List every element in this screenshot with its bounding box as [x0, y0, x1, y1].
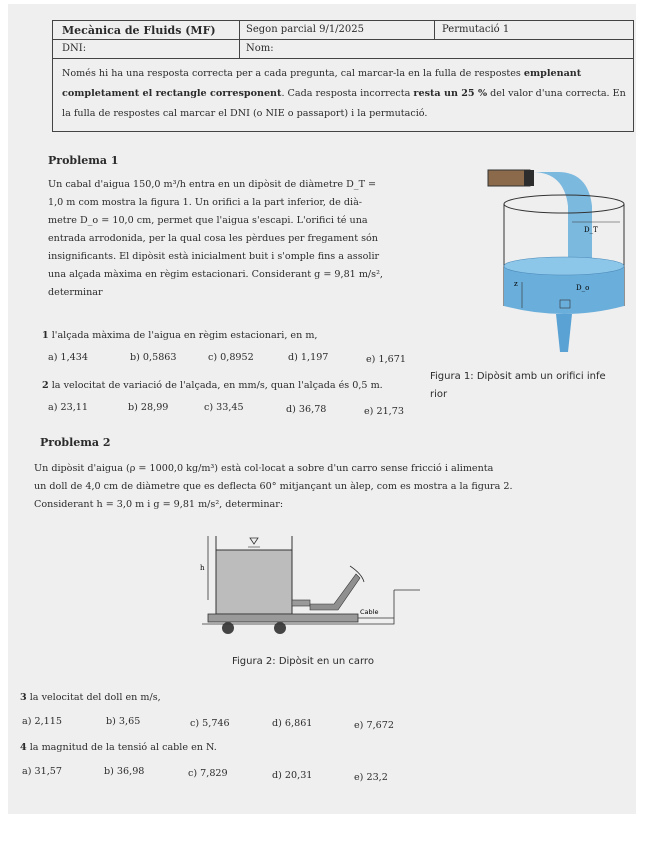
- question-text: l'alçada màxima de l'aigua en règim estacionari, en m,: [48, 330, 318, 341]
- instructions-text-2: . Cada resposta incorrecta: [281, 88, 414, 99]
- problem1-title: Problema 1: [48, 154, 119, 167]
- problem1-line: una alçada màxima en règim estacionari. Considerant g = 9,81 m/s²,: [48, 269, 383, 280]
- option-3e: e) 7,672: [354, 720, 394, 731]
- figure1-caption: [430, 368, 636, 404]
- permutation-label: Permutació 1: [442, 24, 510, 35]
- question-number: 3: [20, 692, 27, 703]
- option-3a: a) 2,115: [22, 716, 62, 727]
- question-2: [42, 380, 383, 391]
- figure2-caption: Figura 2: Dipòsit en un carro: [232, 656, 374, 667]
- problem2-line: Un dipòsit d'aigua (ρ = 1000,0 kg/m³) està col·locat a sobre d'un carro sense fricció i alimenta: [34, 463, 494, 474]
- water-surface: [504, 257, 624, 275]
- option-2a: a) 23,11: [48, 402, 88, 413]
- problem2-line: un doll de 4,0 cm de diàmetre que es deflecta 60° mitjançant un àlep, com es mostra a la figura 2.: [34, 481, 513, 492]
- inlet-pipe: [488, 170, 530, 186]
- problem1-line: 1,0 m com mostra la figura 1. Un orifici a la part inferior, de dià-: [48, 197, 363, 208]
- question-4: [20, 742, 217, 753]
- dt-label: D_T: [584, 226, 598, 234]
- problem1-line: insignificants. El dipòsit està inicialment buit i s'omple fins a assolir: [48, 251, 380, 262]
- option-4a: a) 31,57: [22, 766, 62, 777]
- option-2e: e) 21,73: [364, 406, 404, 417]
- option-2d: d) 36,78: [286, 404, 327, 415]
- option-2c: c) 33,45: [204, 402, 244, 413]
- z-label: z: [514, 280, 518, 288]
- option-3c: c) 5,746: [190, 718, 230, 729]
- outflow-jet: [556, 314, 572, 352]
- problem1-line: Un cabal d'aigua 150,0 m³/h entra en un dipòsit de diàmetre D_T =: [48, 179, 377, 190]
- exam-sheet: [8, 4, 636, 814]
- h-label: h: [200, 564, 205, 572]
- problem1-line: determinar: [48, 287, 103, 298]
- instructions-text-3: del valor d'una correcta. En la fulla de respostes cal marcar el DNI (o NIE o passaport) i la permutació.: [62, 88, 626, 119]
- instructions-bold-2: resta un 25 %: [413, 88, 488, 99]
- option-1a: a) 1,434: [48, 352, 88, 363]
- option-4c: c) 7,829: [188, 768, 228, 779]
- option-4b: b) 36,98: [104, 766, 145, 777]
- option-4e: e) 23,2: [354, 772, 388, 783]
- instructions: [62, 64, 628, 124]
- problem1-statement: [48, 176, 433, 302]
- figure1-caption-line: rior: [430, 389, 448, 400]
- cart-platform: [208, 614, 358, 622]
- figure1-tank-diagram: [484, 166, 636, 356]
- nozzle: [292, 600, 310, 606]
- option-1c: c) 0,8952: [208, 352, 254, 363]
- option-3d: d) 6,861: [272, 718, 313, 729]
- tank-top-rim: [504, 195, 624, 213]
- figure2-cart-diagram: [194, 530, 424, 642]
- question-number: 1: [42, 330, 49, 341]
- option-1d: d) 1,197: [288, 352, 329, 363]
- problem2-statement: [34, 460, 634, 514]
- figure1-caption-line: Figura 1: Dipòsit amb un orifici infe: [430, 371, 606, 382]
- course-title: Mecànica de Fluids (MF): [62, 24, 216, 37]
- dni-label: DNI:: [62, 43, 87, 54]
- question-text: la velocitat del doll en m/s,: [26, 692, 161, 703]
- question-number: 4: [20, 742, 27, 753]
- problem1-line: metre D_o = 10,0 cm, permet que l'aigua s'escapi. L'orifici té una: [48, 215, 368, 226]
- name-cell: [239, 39, 634, 59]
- option-4d: d) 20,31: [272, 770, 313, 781]
- question-1: [42, 330, 317, 341]
- question-number: 2: [42, 380, 49, 391]
- free-surface-icon: [250, 538, 258, 544]
- option-1b: b) 0,5863: [130, 352, 177, 363]
- cable-label: Cable: [360, 608, 379, 616]
- question-text: la velocitat de variació de l'alçada, en mm/s, quan l'alçada és 0,5 m.: [48, 380, 383, 391]
- name-label: Nom:: [246, 43, 274, 54]
- pipe-flange: [524, 170, 534, 186]
- option-3b: b) 3,65: [106, 716, 141, 727]
- problem2-title: Problema 2: [40, 436, 111, 449]
- deflector-vane: [310, 574, 360, 610]
- instructions-text-1: Només hi ha una resposta correcta per a cada pregunta, cal marcar-la en la fulla de respostes: [62, 68, 524, 79]
- question-text: la magnitud de la tensió al cable en N.: [26, 742, 217, 753]
- option-2b: b) 28,99: [128, 402, 169, 413]
- water-tank: [216, 550, 292, 614]
- question-3: [20, 692, 161, 703]
- problem2-line: Considerant h = 3,0 m i g = 9,81 m/s², determinar:: [34, 499, 284, 510]
- exam-date: Segon parcial 9/1/2025: [246, 24, 365, 35]
- problem1-line: entrada arrodonida, per la qual cosa les pèrdues per fregament són: [48, 233, 378, 244]
- instructions-bold-1: emplenant completament el rectangle corresponent: [62, 68, 582, 99]
- do-label: D_o: [576, 284, 590, 292]
- option-1e: e) 1,671: [366, 354, 406, 365]
